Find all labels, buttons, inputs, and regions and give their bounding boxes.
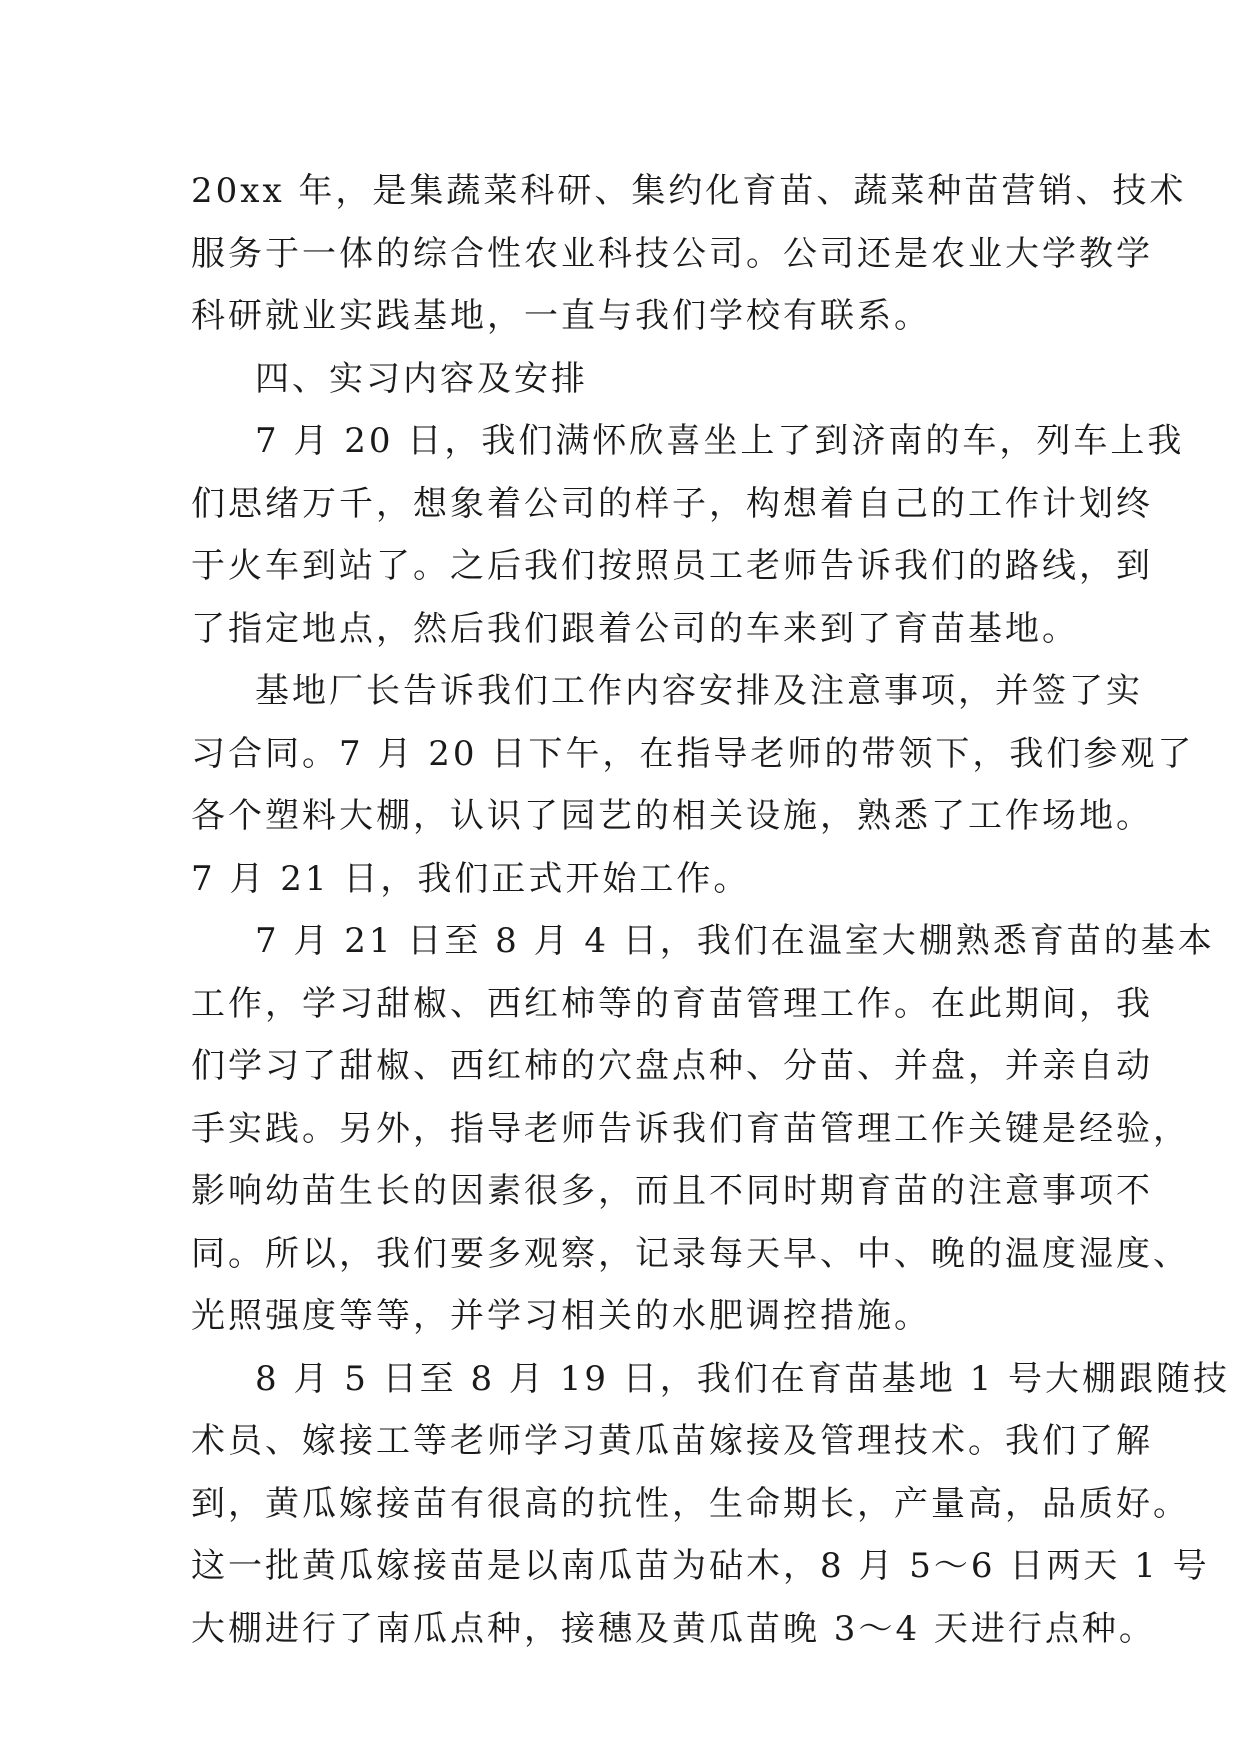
section-heading: 四、实习内容及安排 bbox=[255, 358, 588, 399]
text-line: 各个塑料大棚，认识了园艺的相关设施，熟悉了工作场地。 bbox=[191, 796, 1153, 836]
text-line: 7 月 20 日，我们满怀欣喜坐上了到济南的车，列车上我 bbox=[255, 421, 1185, 461]
text-line: 7 月 21 日，我们正式开始工作。 bbox=[191, 858, 751, 899]
text-line: 光照强度等等，并学习相关的水肥调控措施。 bbox=[191, 1296, 931, 1336]
text-line: 工作，学习甜椒、西红柿等的育苗管理工作。在此期间，我 bbox=[191, 983, 1153, 1024]
text-line: 这一批黄瓜嫁接苗是以南瓜苗为砧木，8 月 5～6 日两天 1 号 bbox=[191, 1546, 1210, 1586]
text-line: 20xx 年，是集蔬菜科研、集约化育苗、蔬菜种苗营销、技术 bbox=[191, 171, 1187, 211]
text-line: 习合同。7 月 20 日下午，在指导老师的带领下，我们参观了 bbox=[191, 733, 1195, 774]
text-line: 7 月 21 日至 8 月 4 日，我们在温室大棚熟悉育苗的基本 bbox=[255, 921, 1215, 961]
text-line: 们学习了甜椒、西红柿的穴盘点种、分苗、并盘，并亲自动 bbox=[191, 1046, 1153, 1086]
text-line: 8 月 5 日至 8 月 19 日，我们在育苗基地 1 号大棚跟随技 bbox=[255, 1358, 1231, 1399]
text-line: 手实践。另外，指导老师告诉我们育苗管理工作关键是经验， bbox=[191, 1108, 1190, 1149]
text-line: 基地厂长告诉我们工作内容安排及注意事项，并签了实 bbox=[255, 671, 1143, 711]
body-text bbox=[191, 160, 1231, 1660]
text-line: 了指定地点，然后我们跟着公司的车来到了育苗基地。 bbox=[191, 608, 1079, 649]
text-line: 们思绪万千，想象着公司的样子，构想着自己的工作计划终 bbox=[191, 483, 1153, 524]
text-line: 到，黄瓜嫁接苗有很高的抗性，生命期长，产量高，品质好。 bbox=[191, 1483, 1190, 1524]
text-line: 于火车到站了。之后我们按照员工老师告诉我们的路线，到 bbox=[191, 546, 1153, 586]
text-line: 大棚进行了南瓜点种，接穗及黄瓜苗晚 3～4 天进行点种。 bbox=[191, 1608, 1156, 1649]
text-line: 同。所以，我们要多观察，记录每天早、中、晚的温度湿度、 bbox=[191, 1233, 1190, 1274]
text-line: 术员、嫁接工等老师学习黄瓜苗嫁接及管理技术。我们了解 bbox=[191, 1421, 1153, 1461]
text-line: 影响幼苗生长的因素很多，而且不同时期育苗的注意事项不 bbox=[191, 1171, 1153, 1211]
text-line: 科研就业实践基地，一直与我们学校有联系。 bbox=[191, 296, 931, 336]
text-line: 服务于一体的综合性农业科技公司。公司还是农业大学教学 bbox=[191, 233, 1153, 274]
